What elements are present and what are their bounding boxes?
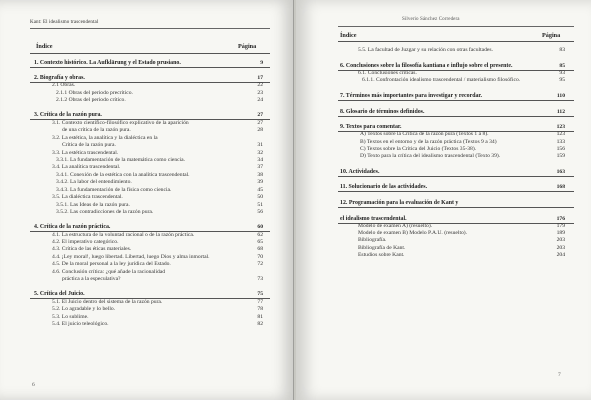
toc-subsection-title: 3.2. La estética, la analítica y la dialéctica en la (52, 134, 158, 141)
toc-subsection-title: 4.4. ¡Ley moral!, luego libertad. Libertad, luego Dios y alma inmortal. (52, 253, 210, 260)
running-head: Kant: El idealismo trascendental (30, 20, 99, 25)
toc-page-number: 24 (257, 97, 263, 104)
toc-subsection-title: Modelo de examen A) (resuelto). (358, 223, 433, 229)
toc-page-number: 62 (257, 231, 263, 238)
toc-subsection-title: 4.3. Crítica de las éticas materiales. (52, 246, 132, 253)
toc-subsection-title: 2.1 Obras. (52, 82, 76, 89)
toc-subsection-title: 5.2. Lo agradable y lo bello. (52, 306, 116, 313)
toc-subsection-title: 2.1.2 Obras del periodo crítico. (56, 97, 126, 104)
toc-page-number: 56 (257, 209, 263, 216)
toc-page-number: 133 (556, 138, 565, 145)
toc-subsection-title: Crítica de la razón pura. (62, 142, 116, 149)
toc-subsection-title: B) Textos en el entorno y de la razón práctica (Textos 9 a 34) (360, 138, 497, 145)
toc-subsection-title: 5.3. Lo sublime. (52, 313, 89, 320)
toc-page-number: 95 (559, 77, 565, 84)
toc-page-number: 17 (257, 74, 263, 81)
toc-page-number: 176 (556, 215, 565, 222)
toc-page-number: 23 (257, 89, 263, 96)
section-rule (338, 207, 574, 208)
toc-section-title: el idealismo trascendental. (340, 215, 407, 222)
toc-subsection-title: 5.4. El juicio teleológico. (52, 320, 109, 327)
toc-subsection-title: 3.4.1. Conexión de la estética con la analítica trascendental. (56, 171, 190, 178)
section-rule (338, 176, 574, 177)
toc-page-number: 112 (556, 108, 565, 115)
toc-subsection-title: C) Textos sobre la Crítica del Juicio (Textos 35-38). (360, 145, 477, 152)
toc-section-title: 3. Crítica de la razón pura. (34, 112, 102, 119)
toc-page-number: 204 (556, 251, 565, 258)
page-number: 6 (32, 382, 35, 388)
toc-page-number: 82 (257, 320, 263, 327)
toc-subsection-title: A) Textos sobre la Crítica de la razón pura (Textos 1 a 8). (360, 131, 489, 138)
toc-page-number: 31 (257, 142, 263, 149)
toc-subsection-title: de una crítica de la razón pura. (62, 127, 131, 134)
toc-page-number: 83 (559, 47, 565, 53)
toc-page-number: 60 (257, 224, 263, 231)
toc-page-number: 70 (257, 253, 263, 260)
toc-subsection-title: 5.5. La facultad de Juzgar y su relación con otras facultades. (358, 47, 493, 53)
toc-subsection-title: 4.5. De la moral personal a la ley jurídica del Estado. (52, 261, 171, 268)
toc-page-number: 72 (257, 261, 263, 268)
header-rule (338, 26, 574, 27)
toc-page-number: 51 (257, 201, 263, 208)
toc-page-number: 163 (556, 168, 565, 175)
toc-page-number: 203 (556, 237, 565, 244)
section-rule (338, 100, 574, 101)
toc-subsection-title: práctica a la especulativa? (62, 276, 121, 283)
toc-page-number: 77 (257, 298, 263, 305)
toc-page-number: 203 (556, 244, 565, 251)
toc-subsection-title: 3.5.1. Las Ideas de la razón pura. (56, 201, 130, 208)
right-page (296, 0, 591, 400)
toc-subsection-title: 4.2. El imperativo categórico. (52, 238, 119, 245)
index-label: Índice (340, 32, 357, 39)
toc-page-number: 65 (257, 238, 263, 245)
toc-page-number: 123 (556, 131, 565, 138)
toc-page-number: 37 (257, 164, 263, 171)
toc-page-number: 179 (556, 223, 565, 229)
toc-page-number: 159 (556, 153, 565, 159)
toc-page-number: 93 (559, 69, 565, 76)
toc-page-number: 45 (257, 186, 263, 193)
toc-subsection-title: Bibliografía de Kant. (358, 244, 406, 251)
index-label: Índice (36, 43, 53, 50)
toc-subsection-title: Bibliografía. (358, 237, 387, 244)
toc-page-number: 27 (257, 119, 263, 126)
toc-page-number: 32 (257, 149, 263, 156)
toc-subsection-title: 3.4. La analítica trascendental. (52, 164, 121, 171)
toc-page-number: 34 (257, 156, 263, 163)
toc-subsection-title: 6.1.1. Confrontación idealismo trascendental / materialismo filosófico. (362, 77, 521, 84)
toc-page-number: 81 (257, 313, 263, 320)
toc-section-title: 1. Contexto histórico. La Aufklärung y el Estado prusiano. (34, 60, 181, 66)
toc-subsection-title: 3.1. Contexto científico-filosófico explicativo de la aparición (52, 119, 189, 126)
section-rule (30, 67, 270, 68)
left-page (0, 0, 295, 400)
toc-page-number: 189 (556, 230, 565, 237)
section-rule (338, 191, 574, 192)
toc-subsection-title: 3.3.1. La fundamentación de la matemática como ciencia. (56, 156, 186, 163)
toc-subsection-title: Estudios sobre Kant. (358, 251, 405, 258)
toc-page-number: 50 (257, 194, 263, 201)
toc-page-number: 85 (559, 62, 565, 69)
toc-page-number: 156 (556, 145, 565, 152)
toc-section-title: 8. Glosario de términos definidos. (340, 108, 425, 115)
toc-page-number: 27 (257, 112, 263, 119)
toc-subsection-title: Modelo de examen B) Modelo P.A.U. (resuelto). (358, 230, 468, 237)
toc-rule (30, 53, 270, 54)
toc-page-number: 110 (556, 92, 565, 99)
toc-page-number: 123 (556, 124, 565, 131)
toc-page-number: 38 (257, 171, 263, 178)
toc-subsection-title: 3.5. La dialéctica trascendental. (52, 194, 123, 201)
toc-subsection-title: 3.4.3. La fundamentación de la física como ciencia. (56, 186, 172, 193)
toc-subsection-title: 6.1. Conclusiones críticas. (358, 69, 417, 76)
page-number: 7 (558, 372, 561, 378)
running-head: Silverio Sánchez Corredera (402, 17, 460, 22)
toc-section-title: 10. Actividades. (340, 168, 380, 175)
toc-page-number: 22 (257, 82, 263, 89)
section-rule (338, 116, 574, 117)
toc-subsection-title: 4.1. La estructura de la voluntad racional o de la razón práctica. (52, 231, 195, 238)
page-label: Página (238, 43, 257, 50)
toc-subsection-title: 2.1.1 Obras del periodo precrítico. (56, 89, 133, 96)
toc-section-title: 12. Programación para la evaluación de Kant y (340, 200, 459, 207)
toc-section-title: 4. Crítica de la razón práctica. (34, 224, 111, 231)
toc-subsection-title: 3.5.2. Las contradicciones de la razón pura. (56, 209, 154, 216)
toc-subsection-title: 3.4.2. La labor del entendimiento. (56, 179, 132, 186)
toc-page-number: 73 (257, 276, 263, 283)
toc-subsection-title: D) Texto para la crítica del idealismo trascendental (Texto 39). (360, 153, 501, 159)
toc-section-title: 11. Solucionario de las actividades. (340, 184, 428, 191)
toc-page-number: 68 (257, 246, 263, 253)
toc-page-number: 39 (257, 179, 263, 186)
toc-subsection-title: 4.6. Conclusión crítica: ¿qué añade la racionalidad (52, 268, 166, 275)
toc-page-number: 168 (556, 184, 565, 191)
toc-page-number: 78 (257, 306, 263, 313)
toc-section-title: 2. Biografía y obras. (34, 74, 85, 81)
header-rule (30, 28, 270, 29)
toc-page-number: 28 (257, 127, 263, 134)
toc-page-number: 9 (260, 60, 263, 66)
toc-section-title: 7. Términos más importantes para investigar y recordar. (340, 92, 482, 99)
page-label: Página (542, 32, 561, 39)
toc-section-title: 5. Crítica del Juicio. (34, 291, 85, 298)
toc-page-number: 75 (257, 291, 263, 298)
toc-subsection-title: 5.1. El Juicio dentro del sistema de la razón pura. (52, 298, 163, 305)
toc-rule (338, 41, 574, 42)
toc-section-title: 9. Textos para comentar. (340, 124, 402, 131)
toc-section-title: 6. Conclusiones sobre la filosofía kantiana e influjo sobre el presente. (340, 62, 513, 69)
toc-subsection-title: 3.3. La estética trascendental. (52, 149, 119, 156)
